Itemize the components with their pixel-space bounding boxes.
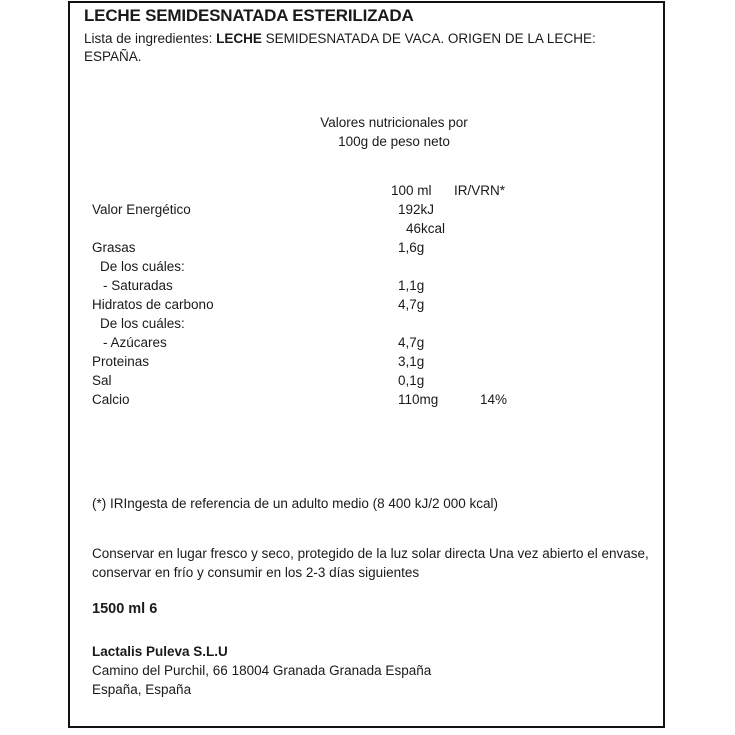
- company-block: [92, 642, 431, 699]
- storage-instructions: Conservar en lugar fresco y seco, protegido de la luz solar directa Una vez abierto el envase, conservar en frío y consumir en los 2-3 días siguientes: [92, 546, 649, 580]
- nutrition-row-label: Proteinas: [92, 354, 150, 369]
- ingredients-list: [84, 30, 646, 66]
- nutrition-row-value: 3,1g: [398, 354, 425, 369]
- nutrition-row-label: Hidratos de carbono: [92, 297, 214, 312]
- nutrition-row-label: - Saturadas: [103, 278, 173, 293]
- nutrition-row: [84, 202, 554, 221]
- company-name: Lactalis Puleva S.L.U: [92, 644, 228, 659]
- nutrition-row: [84, 316, 554, 335]
- nutrition-row-label: De los cuáles:: [100, 316, 185, 331]
- nutrition-row: [84, 240, 554, 259]
- nutrition-row-label: - Azúcares: [103, 335, 167, 350]
- ingredients-emphasis: LECHE: [216, 31, 262, 46]
- column-header-amount: 100 ml: [391, 183, 432, 198]
- nutrition-row-label: Calcio: [92, 392, 130, 407]
- company-address-line1: Camino del Purchil, 66 18004 Granada Granada España: [92, 663, 432, 678]
- nutrition-row: [84, 297, 554, 316]
- nutrition-row-value: 192kJ: [398, 202, 435, 217]
- nutrition-row-value: 110mg: [398, 392, 439, 407]
- label-content: [84, 3, 653, 726]
- nutrition-heading: [264, 113, 524, 151]
- nutrition-row-percent: 14%: [480, 392, 508, 407]
- net-volume: 1500 ml 6: [92, 601, 158, 617]
- nutrition-row: [84, 278, 554, 297]
- nutrition-heading-line2: 100g de peso neto: [338, 134, 450, 149]
- nutrition-row-value: 0,1g: [398, 373, 425, 388]
- company-address-line2: España, España: [92, 682, 192, 697]
- nutrition-row: [84, 259, 554, 278]
- nutrition-row-label: Valor Energético: [92, 202, 191, 217]
- nutrition-row: [84, 392, 554, 411]
- nutrition-row-label: Sal: [92, 373, 112, 388]
- reference-intake-footnote: (*) IRIngesta de referencia de un adulto medio (8 400 kJ/2 000 kcal): [92, 496, 498, 511]
- nutrition-row-label: Grasas: [92, 240, 136, 255]
- ingredients-rest: SEMIDESNATADA DE VACA. ORIGEN DE LA LECHE: ESPAÑA.: [84, 31, 596, 64]
- ingredients-prefix: Lista de ingredientes:: [84, 31, 217, 46]
- nutrition-label-frame: [68, 1, 665, 728]
- nutrition-row-value: 4,7g: [398, 297, 425, 312]
- nutrition-row: [84, 373, 554, 392]
- nutrition-row: [84, 221, 554, 240]
- nutrition-row-value: 4,7g: [398, 335, 425, 350]
- nutrition-row-value: 1,6g: [398, 240, 425, 255]
- nutrition-row: [84, 335, 554, 354]
- nutrition-row-value: 46kcal: [406, 221, 446, 236]
- nutrition-column-headers: [84, 183, 554, 202]
- column-header-reference: IR/VRN*: [454, 183, 506, 198]
- nutrition-table: [84, 183, 554, 411]
- nutrition-row-value: 1,1g: [398, 278, 425, 293]
- nutrition-row-label: De los cuáles:: [100, 259, 185, 274]
- product-title: LECHE SEMIDESNATADA ESTERILIZADA: [84, 6, 414, 25]
- nutrition-row: [84, 354, 554, 373]
- nutrition-heading-line1: Valores nutricionales por: [320, 115, 468, 130]
